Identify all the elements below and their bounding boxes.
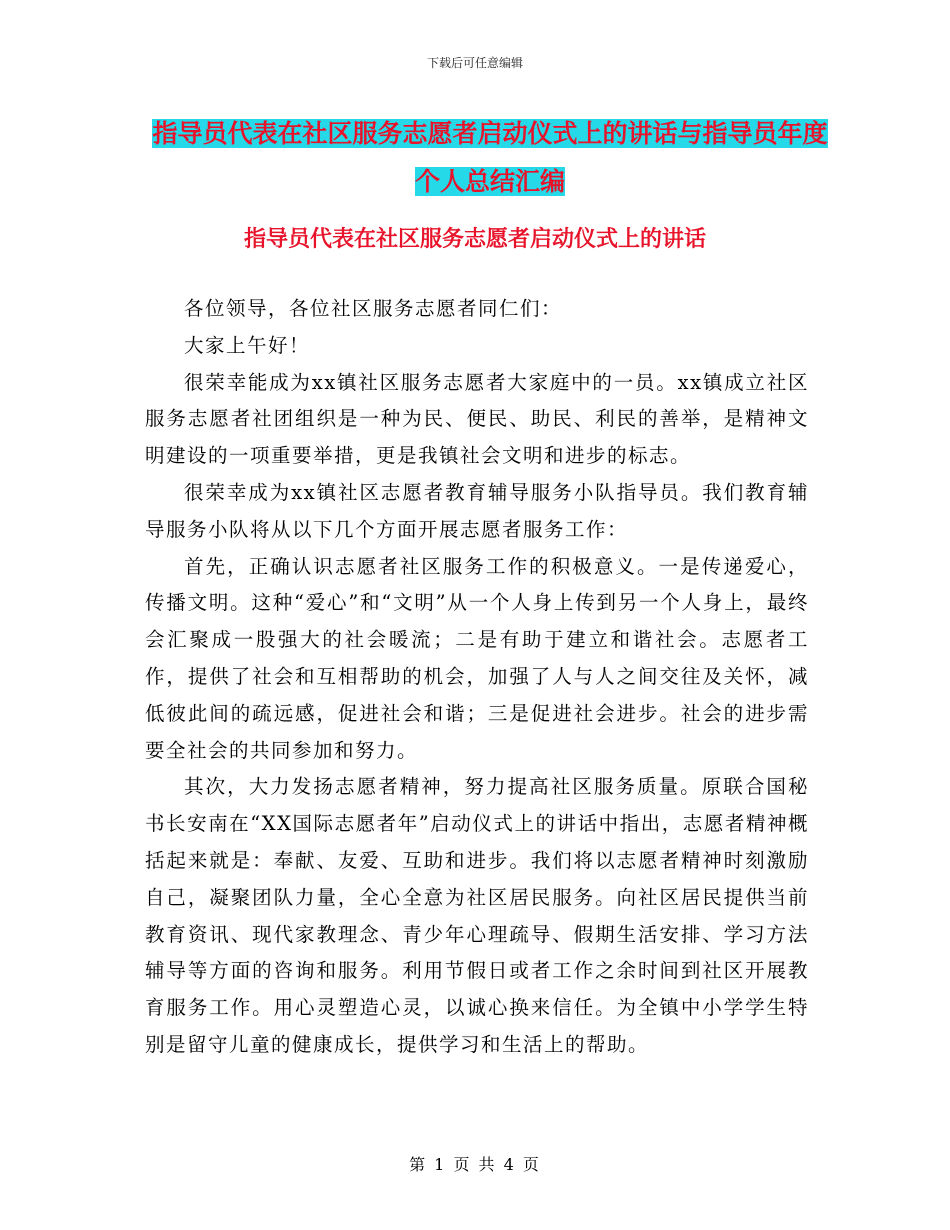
speech-body: [145, 291, 809, 1064]
body-paragraph: 其次，大力发扬志愿者精神，努力提高社区服务质量。原联合国秘书长安南在“XX国际志愿者年”启动仪式上的讲话中指出，志愿者精神概括起来就是：奉献、友爱、互助和进步。我们将以志愿者精神时刻激励自己，凝聚团队力量，全心全意为社区居民服务。向社区居民提供当前教育资讯、现代家教理念、青少年心理疏导、假期生活安排、学习方法辅导等方面的咨询和服务。利用节假日或者工作之余时间到社区开展教育服务工作。用心灵塑造心灵，以诚心换来信任。为全镇中小学学生特别是留守儿童的健康成长，提供学习和生活上的帮助。: [145, 775, 809, 1056]
document-title: [150, 110, 830, 206]
header-note: 下载后可任意编辑: [426, 56, 523, 70]
body-paragraph: 很荣幸能成为xx镇社区服务志愿者大家庭中的一员。xx镇成立社区服务志愿者社团组织是一种为民、便民、助民、利民的善举，是精神文明建设的一项重要举措，更是我镇社会文明和进步的标志。: [145, 370, 809, 468]
salutation-paragraph: 各位领导，各位社区服务志愿者同仁们：: [184, 297, 563, 320]
body-paragraph: 很荣幸成为xx镇社区志愿者教育辅导服务小队指导员。我们教育辅导服务小队将从以下几个方面开展志愿者服务工作：: [145, 480, 809, 541]
page-footer: 第 1 页 共 4 页: [409, 1155, 541, 1174]
section-title: 指导员代表在社区服务志愿者启动仪式上的讲话: [243, 227, 706, 252]
document-title-text: 指导员代表在社区服务志愿者启动仪式上的讲话与指导员年度个人总结汇编: [152, 119, 828, 196]
greeting-paragraph: 大家上午好！: [184, 333, 311, 357]
body-paragraph: 首先，正确认识志愿者社区服务工作的积极意义。一是传递爱心，传播文明。这种“爱心”和“文明”从一个人身上传到另一个人身上，最终会汇聚成一股强大的社会暖流；二是有助于建立和谐社会。志愿者工作，提供了社会和互相帮助的机会，加强了人与人之间交往及关怀，减低彼此间的疏远感，促进社会和谐；三是促进社会进步。社会的进步需要全社会的共同参加和努力。: [145, 554, 809, 762]
